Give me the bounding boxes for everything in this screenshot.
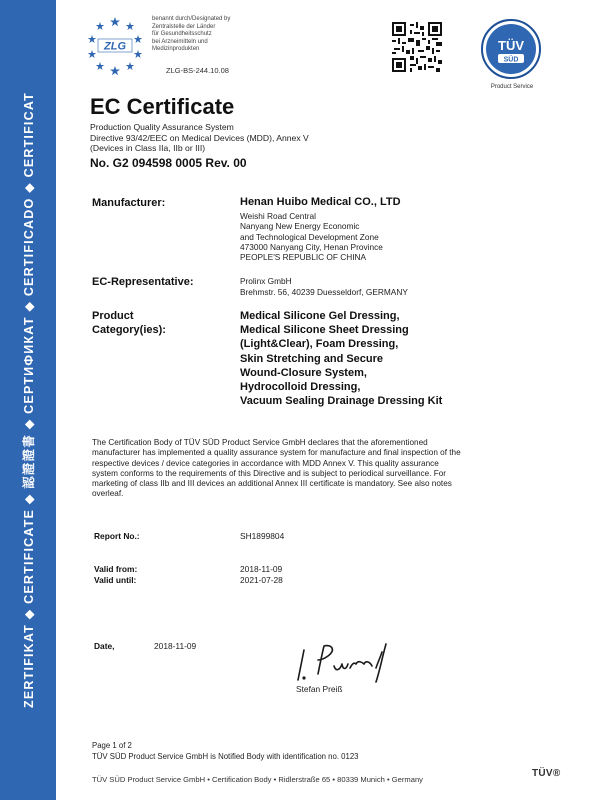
qr-code — [392, 22, 442, 72]
statement-line: overleaf. — [92, 489, 124, 499]
product-label-line: Product — [92, 310, 134, 322]
zlg-line: bei Arzneimitteln und — [152, 38, 208, 45]
zlg-code: ZLG-BS-244.10.08 — [166, 66, 229, 75]
zlg-line: für Gesundheitsschutz — [152, 31, 212, 37]
valid-from-label: Valid from: — [94, 564, 138, 574]
product-label-line: Category(ies): — [92, 324, 166, 336]
tuv-sud-logo — [480, 18, 542, 80]
product-category-label — [92, 309, 222, 337]
statement-line: The Certification Body of TÜV SÜD Product Service GmbH declares that the aforementioned — [92, 438, 428, 447]
zlg-designation-text — [152, 16, 282, 54]
address-line: Weishi Road Central — [240, 211, 316, 221]
product-list — [240, 309, 442, 408]
tuv-logo-text: TÜV — [498, 38, 524, 53]
signature — [290, 638, 400, 684]
statement-line: respective devices / device categories in accordance with MDD Annex V. This quality assurance — [92, 458, 439, 468]
statement-line: system conforms to the requirements of this Directive and is subject to periodical surveillance. For — [92, 468, 447, 478]
footer-tuv-mark: TÜV® — [532, 768, 561, 779]
product-line: Vacuum Sealing Drainage Dressing Kit — [240, 395, 443, 408]
notified-body-note: TÜV SÜD Product Service GmbH is Notified Body with identification no. 0123 — [92, 752, 359, 761]
issue-date-value: 2018-11-09 — [154, 641, 197, 651]
report-number-label: Report No.: — [94, 531, 140, 541]
report-number-value: SH1899804 — [240, 531, 285, 541]
ec-rep-line: Brehmstr. 56, 40239 Duesseldorf, GERMANY — [240, 286, 408, 297]
tuv-caption: Product Service — [490, 84, 534, 90]
subtitle-line: (Devices in Class IIa, IIb or III) — [90, 143, 206, 153]
valid-from-value: 2018-11-09 — [240, 564, 283, 574]
zlg-logo-text: ZLG — [104, 40, 126, 53]
tuv-logo-subtext: SÜD — [503, 56, 519, 64]
ec-representative-label: EC-Representative: — [92, 276, 194, 288]
zlg-line: benannt durch/Designated by — [152, 16, 231, 22]
product-line: Medical Silicone Gel Dressing, — [240, 310, 400, 322]
signatory-name: Stefan Preiß — [296, 684, 343, 694]
statement-line: marketing of class IIb and III devices an additional Annex III certificate is mandatory. See also notes — [92, 479, 452, 489]
address-line: and Technological Development Zone — [240, 231, 379, 242]
zlg-line: Zentralstelle der Länder — [152, 23, 216, 30]
page-title: EC Certificate — [90, 94, 235, 119]
valid-until-label: Valid until: — [94, 575, 137, 585]
page-number: Page 1 of 2 — [92, 741, 132, 750]
product-line: Hydrocolloid Dressing, — [240, 381, 361, 394]
zlg-seal-logo — [84, 14, 146, 76]
manufacturer-label: Manufacturer: — [92, 197, 166, 209]
ec-representative-details — [240, 276, 408, 297]
footer-address: TÜV SÜD Product Service GmbH • Certification Body • Ridlerstraße 65 • 80339 Munich • Germany — [92, 775, 423, 784]
document-subtitle — [90, 122, 309, 154]
zlg-line: Medizinprodukten — [152, 46, 200, 52]
address-line: Nanyang New Energy Economic — [240, 221, 360, 232]
valid-until-value: 2021-07-28 — [240, 575, 283, 585]
manufacturer-address — [240, 211, 383, 262]
ec-rep-line: Prolinx GmbH — [240, 276, 292, 286]
certification-statement — [92, 438, 524, 500]
address-line: PEOPLE'S REPUBLIC OF CHINA — [240, 252, 367, 263]
product-line: Wound-Closure System, — [240, 366, 367, 379]
issue-date-label: Date, — [94, 641, 115, 651]
product-line: Medical Silicone Sheet Dressing — [240, 324, 409, 337]
subtitle-line: Production Quality Assurance System — [90, 122, 234, 132]
side-band-text: ZERTIFIKAT ◆ CERTIFICATE ◆ 認證證書 ◆ СЕРТИФИКАТ ◆ CERTIFICADO ◆ CERTIFICAT — [22, 92, 36, 708]
side-band — [0, 0, 56, 800]
address-line: 473000 Nanyang City, Henan Province — [240, 241, 383, 252]
subtitle-line: Directive 93/42/EEC on Medical Devices (MDD), Annex V — [90, 132, 309, 143]
manufacturer-name: Henan Huibo Medical CO., LTD — [240, 196, 401, 208]
product-line: Skin Stretching and Secure — [240, 352, 384, 365]
statement-line: manufacturer has implemented a quality assurance system for manufacture and final inspection of the — [92, 448, 461, 458]
product-line: (Light&Clear), Foam Dressing, — [240, 338, 399, 351]
certificate-number: No. G2 094598 0005 Rev. 00 — [90, 156, 247, 170]
